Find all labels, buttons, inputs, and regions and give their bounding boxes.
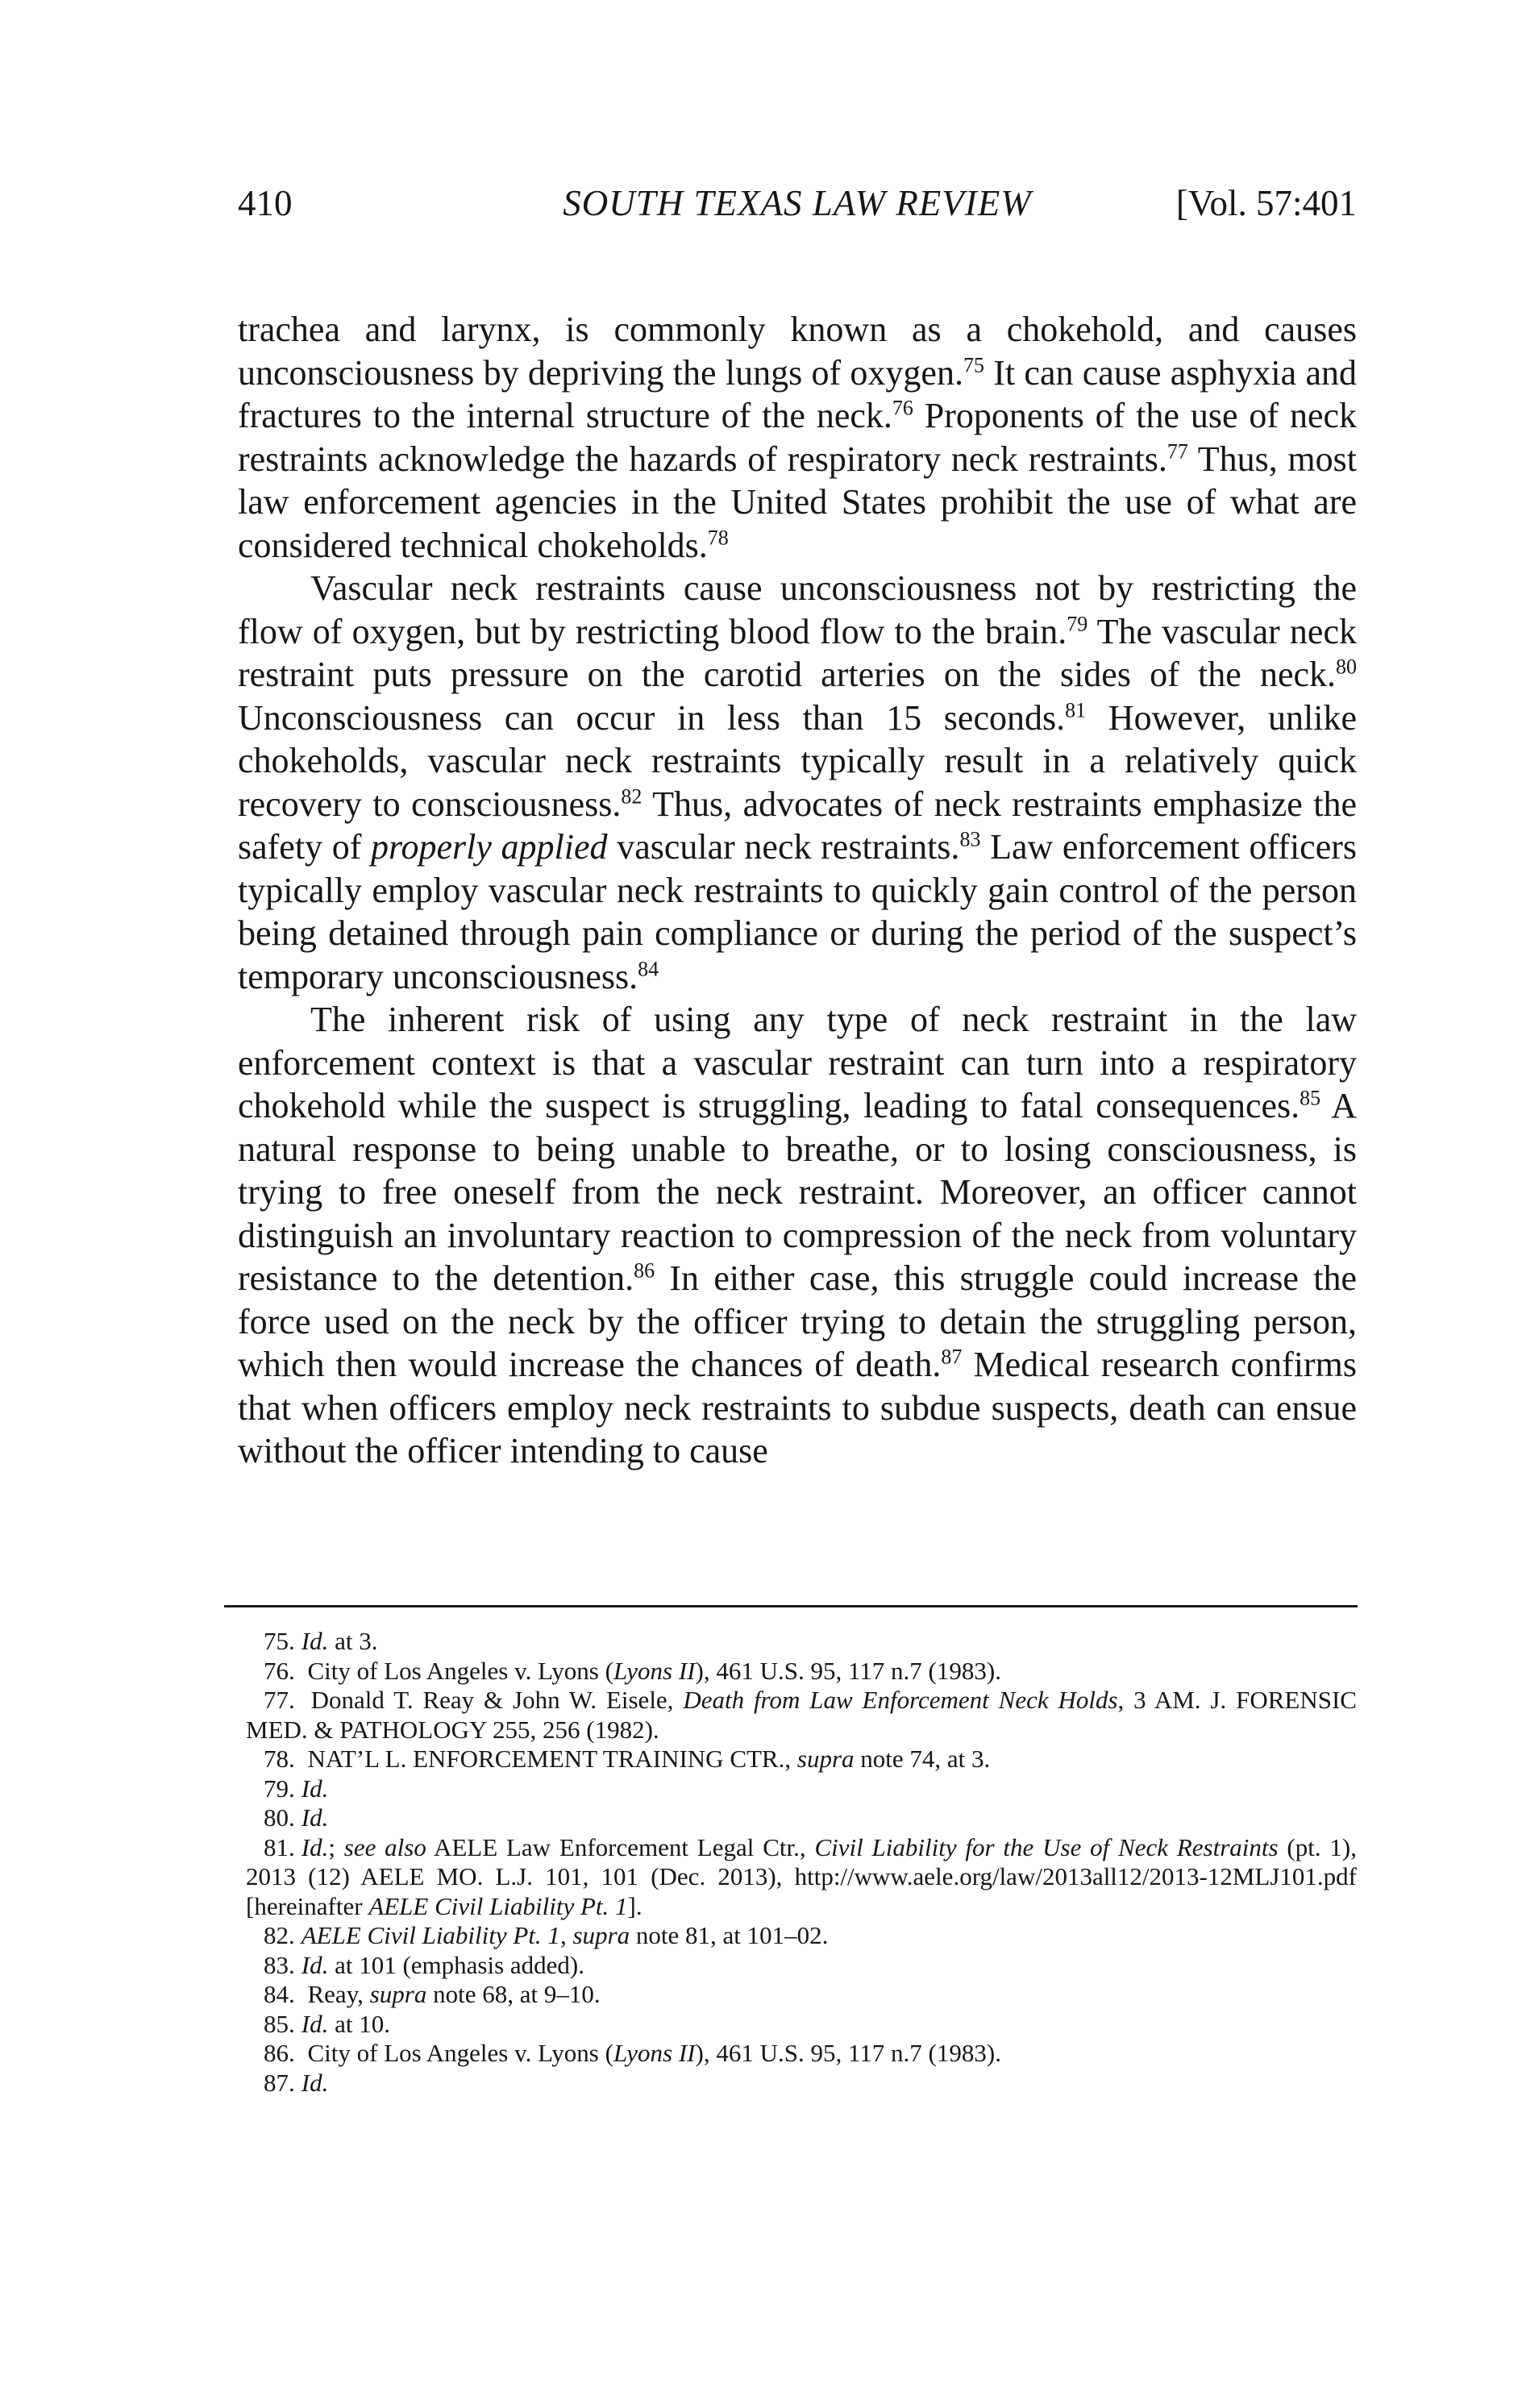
short-form-title: AELE Civil Liability Pt. 1 bbox=[301, 1921, 560, 1949]
footnote-number: 76. bbox=[264, 1656, 295, 1685]
signal-see-also: see also bbox=[343, 1832, 426, 1861]
footnote-ref-81[interactable]: 81 bbox=[1065, 697, 1087, 722]
footnote-text: at 10. bbox=[328, 2009, 390, 2038]
footnote-text: City of Los Angeles v. Lyons ( bbox=[301, 1656, 613, 1685]
text-run: trachea and larynx, is commonly known as a chokehold, and causes unconsciousness by depriving the lungs of oxygen. bbox=[238, 310, 1357, 393]
footnote-text: note 74, at 3. bbox=[854, 1745, 991, 1773]
text-run: Unconsciousness can occur in less than 15 seconds. bbox=[238, 697, 1066, 738]
footnote-80 bbox=[246, 1803, 1357, 1833]
signal-supra: supra bbox=[572, 1921, 630, 1949]
footnote-81 bbox=[246, 1833, 1357, 1922]
footnote-text: ; bbox=[328, 1832, 344, 1861]
footnote-77 bbox=[246, 1686, 1357, 1745]
paragraph-3 bbox=[238, 998, 1357, 1473]
footnote-text: Reay, bbox=[301, 1980, 370, 2008]
footnote-number: 87. bbox=[264, 2068, 295, 2097]
footnote-number: 78. bbox=[264, 1745, 295, 1773]
footnote-number: 80. bbox=[264, 1803, 295, 1832]
footnote-ref-75[interactable]: 75 bbox=[963, 352, 984, 376]
footnote-ref-76[interactable]: 76 bbox=[892, 396, 913, 420]
citation-id: Id. bbox=[301, 1774, 329, 1803]
footnote-number: 82. bbox=[264, 1921, 295, 1949]
footnote-76 bbox=[246, 1657, 1357, 1686]
footnote-number: 86. bbox=[264, 2039, 295, 2067]
text-run: The inherent risk of using any type of neck restraint in the law enforcement context is that a vascular restraint can turn into a respiratory chokehold while the suspect is struggling, leading to fatal consequences. bbox=[238, 1000, 1357, 1125]
text-run: vascular neck restraints. bbox=[607, 827, 960, 867]
footnote-ref-86[interactable]: 86 bbox=[634, 1258, 655, 1283]
citation-id: Id. bbox=[301, 1803, 329, 1832]
footnote-ref-78[interactable]: 78 bbox=[707, 525, 729, 549]
article-title: Civil Liability for the Use of Neck Restraints bbox=[814, 1832, 1279, 1861]
footnote-number: 85. bbox=[264, 2009, 295, 2038]
paragraph-1 bbox=[238, 308, 1357, 567]
footnote-text: , 3 AM. J. FORENSIC MED. & PATHOLOGY 255, 256 (1982). bbox=[246, 1686, 1357, 1744]
footnote-number: 77. bbox=[264, 1686, 295, 1714]
footnote-87 bbox=[246, 2069, 1357, 2098]
text-run: Vascular neck restraints cause unconsciousness not by restricting the flow of oxygen, but by restricting blood flow to the brain. bbox=[238, 568, 1357, 651]
emphasis: properly applied bbox=[371, 827, 608, 867]
footnote-ref-77[interactable]: 77 bbox=[1166, 439, 1188, 463]
text-run: In either case, this struggle could increase the force used on the neck by the officer trying to detain the struggling person, which then would increase the chances of death. bbox=[238, 1258, 1357, 1384]
footnote-ref-85[interactable]: 85 bbox=[1300, 1086, 1321, 1110]
footnote-number: 83. bbox=[264, 1950, 295, 1979]
text-run: Thus, advocates of neck restraints emphasize the safety of bbox=[238, 784, 1358, 867]
citation-id: Id. bbox=[301, 1832, 329, 1861]
case-short-name: Lyons II bbox=[613, 1656, 696, 1685]
footnote-75 bbox=[246, 1627, 1357, 1657]
footnote-number: 84. bbox=[264, 1980, 295, 2008]
footnote-number: 75. bbox=[264, 1627, 295, 1655]
footnote-divider bbox=[224, 1605, 1358, 1607]
footnote-ref-84[interactable]: 84 bbox=[638, 956, 659, 980]
footnote-text: NAT’L L. ENFORCEMENT TRAINING CTR., bbox=[301, 1745, 797, 1773]
footnote-82 bbox=[246, 1921, 1357, 1951]
citation-id: Id. bbox=[301, 2009, 329, 2038]
text-run: Thus, most law enforcement agencies in the United States prohibit the use of what are considered technical chokeholds. bbox=[238, 439, 1357, 565]
text-run: However, unlike chokeholds, vascular neck restraints typically result in a relatively quick recovery to consciousness. bbox=[238, 697, 1357, 824]
signal-supra: supra bbox=[369, 1980, 427, 2008]
footnote-number: 79. bbox=[264, 1774, 295, 1803]
footnote-text: (pt. 1), 2013 (12) AELE MO. L.J. 101, 101 (Dec. 2013), http://www.aele.org/law/2013all12/2013-12MLJ101.pdf [hereinafter bbox=[246, 1832, 1358, 1920]
footnote-text: AELE Law Enforcement Legal Ctr., bbox=[426, 1832, 815, 1861]
footnote-85 bbox=[246, 2010, 1357, 2040]
footnote-number: 81. bbox=[264, 1832, 295, 1861]
citation-id: Id. bbox=[301, 2068, 329, 2097]
footnote-text: , bbox=[559, 1921, 573, 1949]
running-header bbox=[238, 179, 1357, 227]
text-run: Law enforcement officers typically employ vascular neck restraints to quickly gain control of the person being detained through pain compliance or during the period of the suspect’s temporary unconsciousness. bbox=[238, 827, 1358, 996]
page-number: 410 bbox=[238, 183, 293, 223]
signal-supra: supra bbox=[796, 1745, 855, 1773]
text-run: Proponents of the use of neck restraints acknowledge the hazards of respiratory neck restraints. bbox=[238, 396, 1357, 479]
footnote-ref-79[interactable]: 79 bbox=[1067, 611, 1088, 635]
footnote-text: ), 461 U.S. 95, 117 n.7 (1983). bbox=[695, 2039, 1001, 2067]
citation-id: Id. bbox=[301, 1950, 329, 1979]
footnote-text: note 81, at 101–02. bbox=[630, 1921, 829, 1949]
footnote-78 bbox=[246, 1745, 1357, 1774]
journal-title: SOUTH TEXAS LAW REVIEW bbox=[563, 183, 1032, 223]
footnote-text: City of Los Angeles v. Lyons ( bbox=[301, 2039, 613, 2067]
case-short-name: Lyons II bbox=[613, 2039, 696, 2067]
footnote-84 bbox=[246, 1980, 1357, 2010]
footnote-ref-83[interactable]: 83 bbox=[959, 827, 981, 851]
text-run: Medical research confirms that when officers employ neck restraints to subdue suspects, death can ensue without the officer intending to cause bbox=[238, 1345, 1357, 1470]
footnote-text: at 101 (emphasis added). bbox=[328, 1950, 584, 1979]
volume-citation: [Vol. 57:401 bbox=[1175, 183, 1357, 223]
text-run: A natural response to being unable to breathe, or to losing consciousness, is trying to free oneself from the neck restraint. Moreover, an officer cannot distinguish an involuntary reaction to compression of the neck from voluntary resistance to the detention. bbox=[238, 1086, 1357, 1298]
main-text bbox=[238, 308, 1357, 1473]
text-run: The vascular neck restraint puts pressure on the carotid arteries on the sides of the neck. bbox=[238, 611, 1357, 694]
footnote-83 bbox=[246, 1951, 1357, 1981]
footnote-ref-80[interactable]: 80 bbox=[1336, 655, 1357, 679]
paragraph-2 bbox=[238, 567, 1357, 998]
footnote-79 bbox=[246, 1774, 1357, 1804]
footnote-ref-82[interactable]: 82 bbox=[621, 784, 642, 808]
footnote-text: ), 461 U.S. 95, 117 n.7 (1983). bbox=[695, 1656, 1001, 1685]
footnote-text: at 3. bbox=[328, 1627, 378, 1655]
short-form-title: AELE Civil Liability Pt. 1 bbox=[368, 1891, 628, 1920]
footnote-text: note 68, at 9–10. bbox=[426, 1980, 601, 2008]
article-title: Death from Law Enforcement Neck Holds bbox=[683, 1686, 1118, 1714]
footnote-text: ]. bbox=[627, 1891, 642, 1920]
text-run: It can cause asphyxia and fractures to the internal structure of the neck. bbox=[238, 352, 1357, 435]
footnote-ref-87[interactable]: 87 bbox=[941, 1345, 963, 1369]
footnote-86 bbox=[246, 2039, 1357, 2069]
citation-id: Id. bbox=[301, 1627, 329, 1655]
footnote-text: Donald T. Reay & John W. Eisele, bbox=[301, 1686, 684, 1714]
footnotes bbox=[246, 1627, 1357, 2098]
